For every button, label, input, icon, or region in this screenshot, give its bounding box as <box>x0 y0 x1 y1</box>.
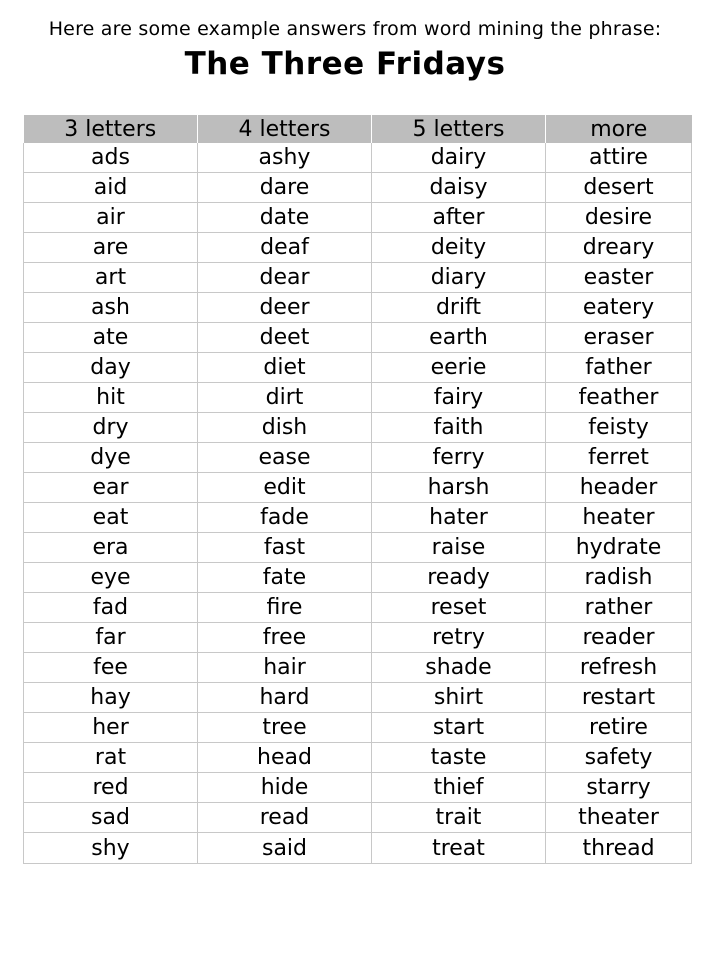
header-5-letters: 5 letters <box>372 115 546 143</box>
table-row <box>24 833 692 864</box>
word-4-letters: said <box>198 833 372 864</box>
table-row <box>24 353 692 383</box>
word-3-letters: ads <box>24 143 198 173</box>
word-3-letters: sad <box>24 803 198 833</box>
word-3-letters: dry <box>24 413 198 443</box>
table-row <box>24 533 692 563</box>
word-5-letters: taste <box>372 743 546 773</box>
word-5-letters: harsh <box>372 473 546 503</box>
word-5-letters: eerie <box>372 353 546 383</box>
word-more: easter <box>546 263 692 293</box>
word-5-letters: raise <box>372 533 546 563</box>
table-row <box>24 173 692 203</box>
word-more: reader <box>546 623 692 653</box>
word-more: eatery <box>546 293 692 323</box>
table-row <box>24 263 692 293</box>
table-row <box>24 683 692 713</box>
table-row <box>24 143 692 173</box>
subtitle: Here are some example answers from word mining the phrase: <box>48 18 662 40</box>
word-5-letters: dairy <box>372 143 546 173</box>
word-5-letters: reset <box>372 593 546 623</box>
word-3-letters: art <box>24 263 198 293</box>
word-4-letters: fire <box>198 593 372 623</box>
word-4-letters: ease <box>198 443 372 473</box>
word-5-letters: earth <box>372 323 546 353</box>
table-row <box>24 293 692 323</box>
table-row <box>24 563 692 593</box>
word-5-letters: trait <box>372 803 546 833</box>
word-4-letters: read <box>198 803 372 833</box>
word-4-letters: hard <box>198 683 372 713</box>
word-5-letters: deity <box>372 233 546 263</box>
word-more: header <box>546 473 692 503</box>
table-row <box>24 503 692 533</box>
word-4-letters: diet <box>198 353 372 383</box>
word-4-letters: deaf <box>198 233 372 263</box>
table-row <box>24 413 692 443</box>
page-title: The Three Fridays <box>184 46 506 82</box>
word-3-letters: shy <box>24 833 198 864</box>
word-4-letters: tree <box>198 713 372 743</box>
word-3-letters: fee <box>24 653 198 683</box>
header-more: more <box>546 115 692 143</box>
word-4-letters: fast <box>198 533 372 563</box>
word-3-letters: dye <box>24 443 198 473</box>
word-5-letters: shade <box>372 653 546 683</box>
word-5-letters: faith <box>372 413 546 443</box>
word-4-letters: hair <box>198 653 372 683</box>
word-more: feather <box>546 383 692 413</box>
word-more: safety <box>546 743 692 773</box>
table-row <box>24 623 692 653</box>
word-5-letters: drift <box>372 293 546 323</box>
word-more: father <box>546 353 692 383</box>
word-5-letters: shirt <box>372 683 546 713</box>
word-3-letters: ear <box>24 473 198 503</box>
word-table <box>23 115 692 864</box>
word-3-letters: ate <box>24 323 198 353</box>
header-4-letters: 4 letters <box>198 115 372 143</box>
table-row <box>24 593 692 623</box>
table-row <box>24 473 692 503</box>
word-3-letters: her <box>24 713 198 743</box>
word-3-letters: eat <box>24 503 198 533</box>
word-3-letters: aid <box>24 173 198 203</box>
word-3-letters: fad <box>24 593 198 623</box>
word-5-letters: retry <box>372 623 546 653</box>
word-more: ferret <box>546 443 692 473</box>
word-4-letters: deer <box>198 293 372 323</box>
table-row <box>24 773 692 803</box>
table-row <box>24 653 692 683</box>
table-row <box>24 743 692 773</box>
word-more: thread <box>546 833 692 864</box>
word-more: restart <box>546 683 692 713</box>
word-3-letters: era <box>24 533 198 563</box>
word-more: attire <box>546 143 692 173</box>
word-more: refresh <box>546 653 692 683</box>
word-more: radish <box>546 563 692 593</box>
word-more: hydrate <box>546 533 692 563</box>
word-5-letters: ready <box>372 563 546 593</box>
word-more: starry <box>546 773 692 803</box>
word-4-letters: head <box>198 743 372 773</box>
header-3-letters: 3 letters <box>24 115 198 143</box>
word-5-letters: ferry <box>372 443 546 473</box>
word-3-letters: far <box>24 623 198 653</box>
word-3-letters: day <box>24 353 198 383</box>
word-4-letters: dear <box>198 263 372 293</box>
table-row <box>24 203 692 233</box>
table-row <box>24 803 692 833</box>
word-3-letters: red <box>24 773 198 803</box>
word-more: eraser <box>546 323 692 353</box>
word-3-letters: ash <box>24 293 198 323</box>
table-row <box>24 233 692 263</box>
word-4-letters: deet <box>198 323 372 353</box>
word-3-letters: hay <box>24 683 198 713</box>
word-3-letters: air <box>24 203 198 233</box>
word-3-letters: are <box>24 233 198 263</box>
word-more: desert <box>546 173 692 203</box>
word-more: desire <box>546 203 692 233</box>
word-more: theater <box>546 803 692 833</box>
word-5-letters: start <box>372 713 546 743</box>
table-row <box>24 323 692 353</box>
word-4-letters: hide <box>198 773 372 803</box>
word-5-letters: diary <box>372 263 546 293</box>
word-4-letters: dish <box>198 413 372 443</box>
word-4-letters: fade <box>198 503 372 533</box>
word-5-letters: treat <box>372 833 546 864</box>
word-3-letters: rat <box>24 743 198 773</box>
word-4-letters: free <box>198 623 372 653</box>
word-3-letters: eye <box>24 563 198 593</box>
table-row <box>24 383 692 413</box>
word-more: rather <box>546 593 692 623</box>
word-5-letters: fairy <box>372 383 546 413</box>
word-4-letters: edit <box>198 473 372 503</box>
word-5-letters: after <box>372 203 546 233</box>
word-5-letters: hater <box>372 503 546 533</box>
word-5-letters: thief <box>372 773 546 803</box>
word-more: heater <box>546 503 692 533</box>
header-row <box>24 115 692 143</box>
table-row <box>24 443 692 473</box>
word-more: retire <box>546 713 692 743</box>
word-4-letters: date <box>198 203 372 233</box>
word-4-letters: ashy <box>198 143 372 173</box>
word-more: feisty <box>546 413 692 443</box>
word-4-letters: dirt <box>198 383 372 413</box>
table-row <box>24 713 692 743</box>
word-4-letters: dare <box>198 173 372 203</box>
word-5-letters: daisy <box>372 173 546 203</box>
word-more: dreary <box>546 233 692 263</box>
word-3-letters: hit <box>24 383 198 413</box>
word-4-letters: fate <box>198 563 372 593</box>
